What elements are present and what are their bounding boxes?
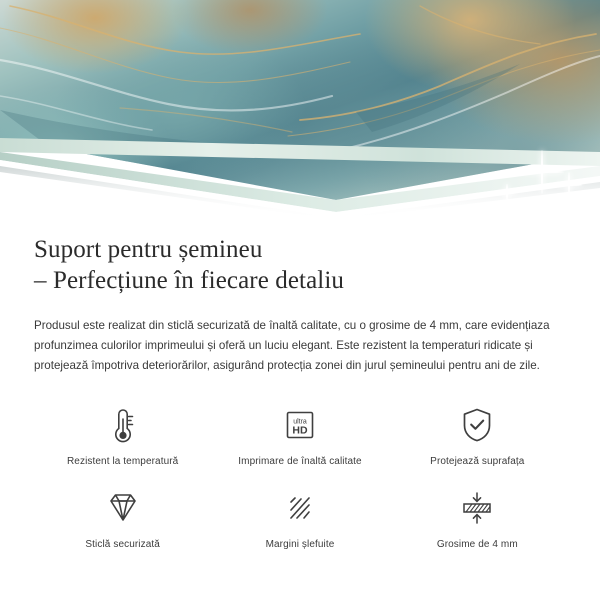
hero-image	[0, 0, 600, 222]
thermometer-icon	[100, 402, 146, 448]
headline-line-2: – Perfecțiune în fiecare detaliu	[34, 267, 344, 294]
feature-item	[211, 485, 388, 550]
feature-label: Protejează suprafața	[430, 456, 525, 467]
ultra-hd-icon	[277, 402, 323, 448]
feature-item	[34, 402, 211, 467]
feature-label: Grosime de 4 mm	[436, 539, 518, 550]
feature-label: Rezistent la temperatură	[66, 456, 179, 467]
shield-check-icon	[454, 402, 500, 448]
feature-item	[389, 402, 566, 467]
feature-grid	[34, 402, 566, 550]
feature-item	[211, 402, 388, 467]
page-title	[34, 234, 566, 296]
feature-label: Margini șlefuite	[265, 539, 335, 550]
polished-edges-icon	[277, 485, 323, 531]
feature-item	[389, 485, 566, 550]
feature-item	[34, 485, 211, 550]
svg-text:ultra: ultra	[293, 418, 307, 426]
description-content	[0, 234, 600, 550]
headline-line-1: Suport pentru șemineu	[34, 236, 263, 263]
glass-edge-bevel	[0, 126, 600, 220]
thickness-4mm-icon	[454, 485, 500, 531]
feature-label: Sticlă securizată	[85, 539, 160, 550]
description-paragraph: Produsul este realizat din sticlă securizată de înaltă calitate, cu o grosime de 4 mm, care evidențiaza profunzimea culorilor imprimeului și oferă un luciu elegant. Este rezistent la temperaturi ridicate și protejează împotriva deteriorărilor, asigurând protecția zonei din jurul șemineului pentru ani de zile.	[34, 319, 550, 372]
diamond-icon	[100, 485, 146, 531]
feature-label: Imprimare de înaltă calitate	[238, 456, 362, 467]
svg-text:HD: HD	[292, 424, 308, 437]
